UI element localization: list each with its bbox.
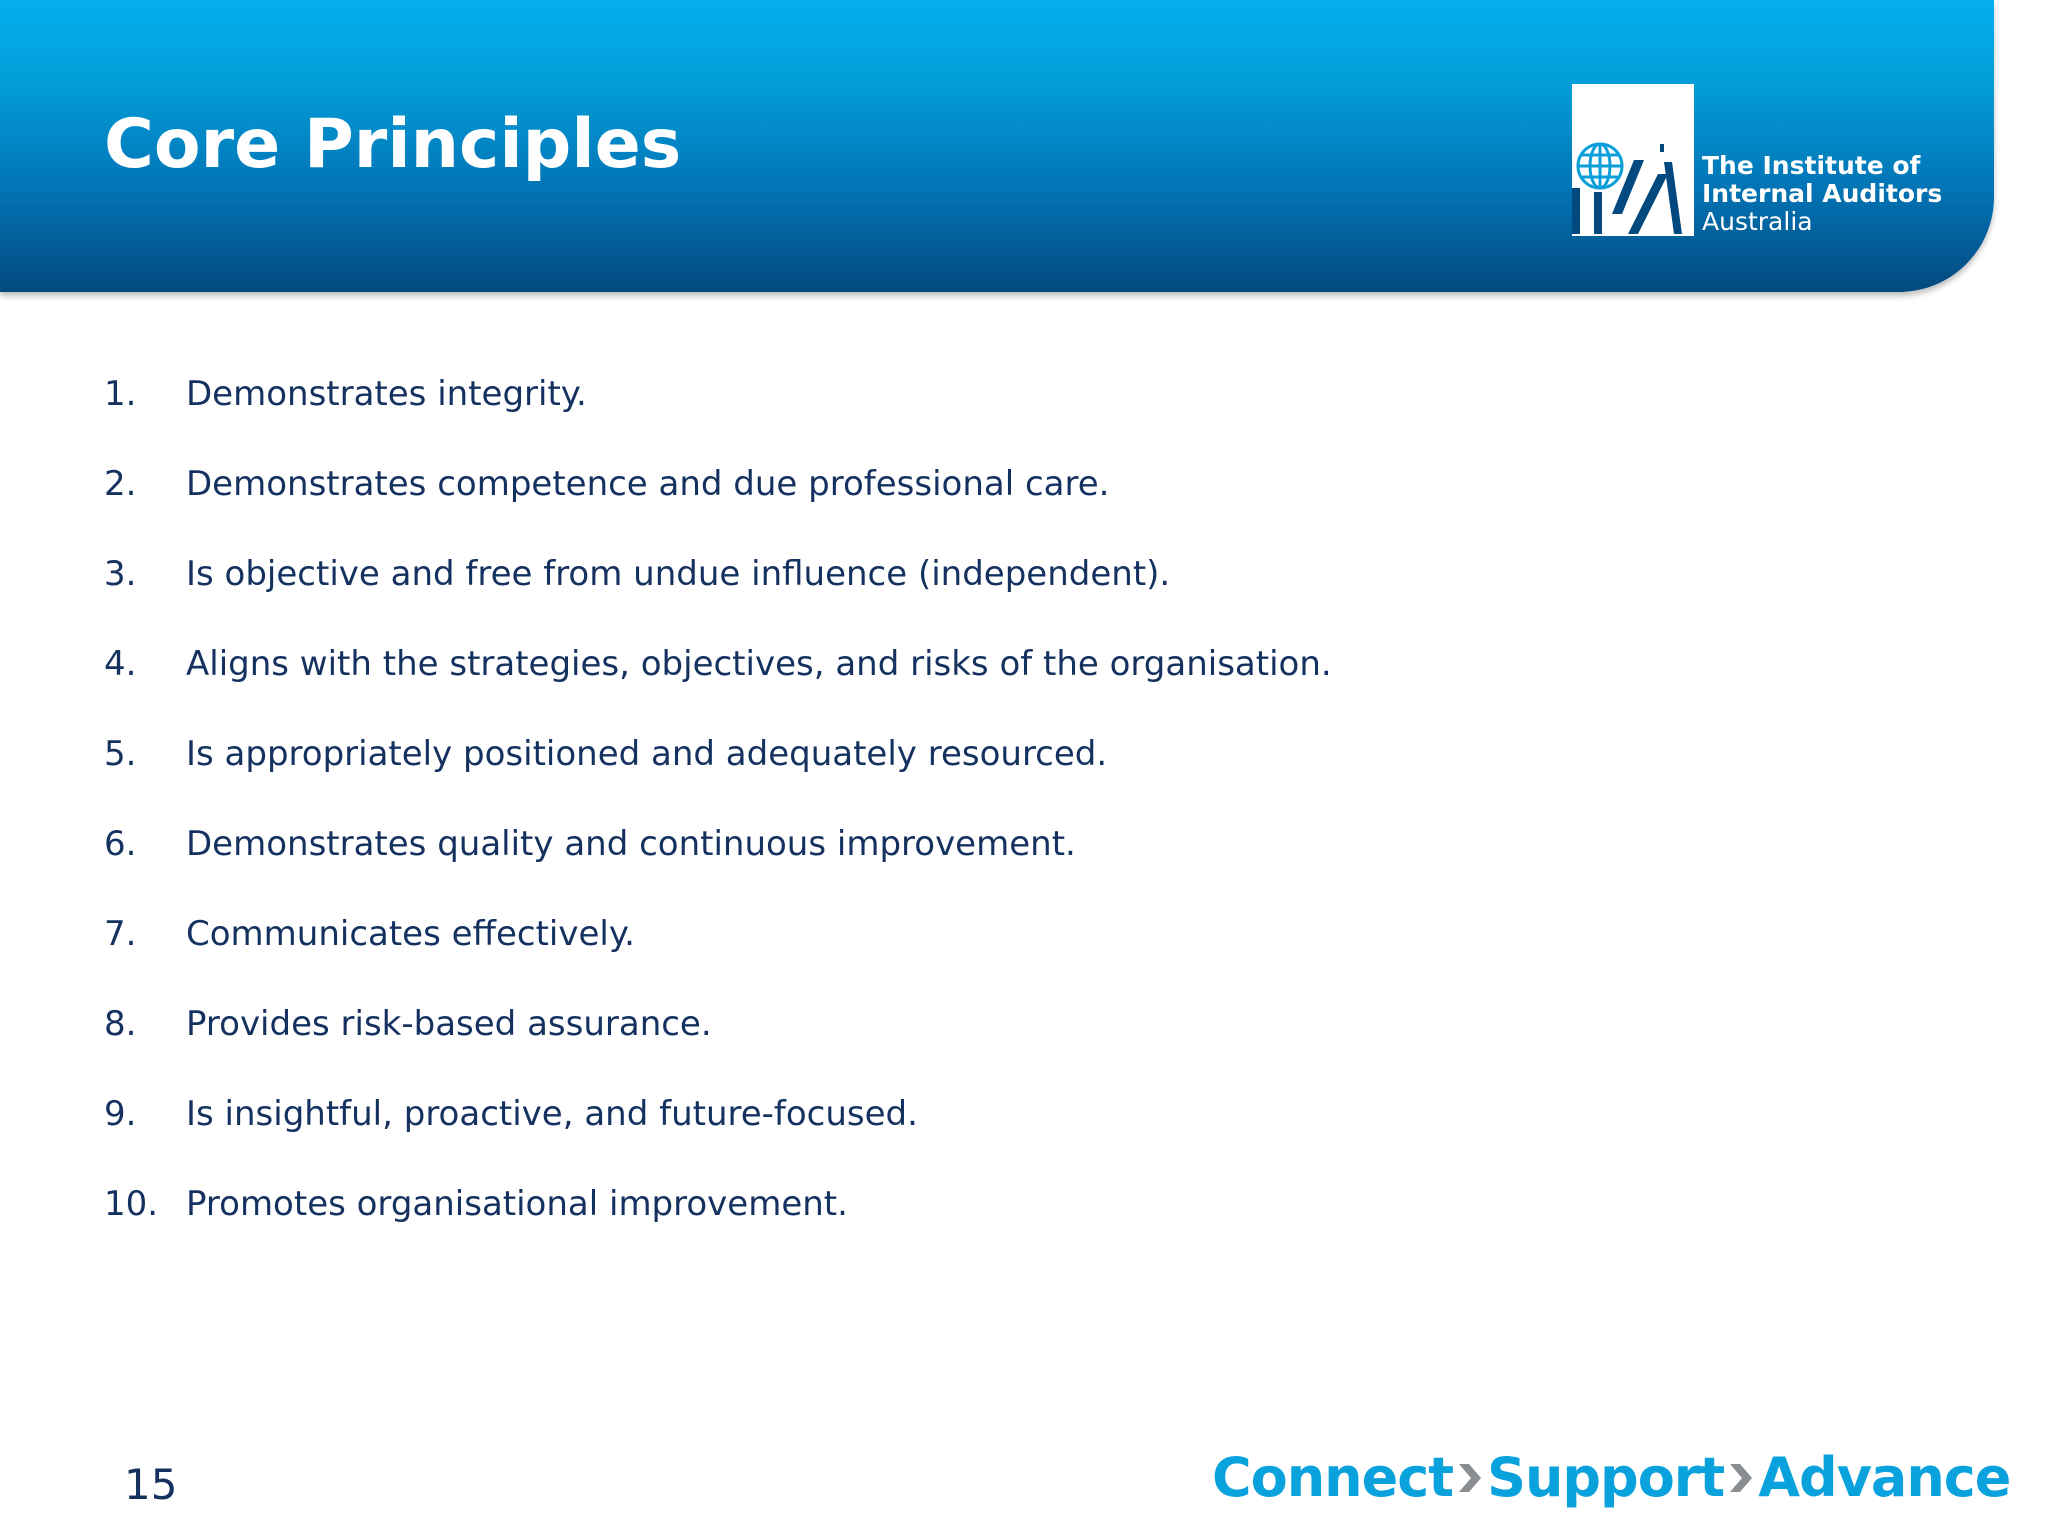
tagline-support: Support [1487, 1446, 1725, 1509]
slide-header [0, 0, 1994, 292]
list-item-text: Is insightful, proactive, and future-focused. [186, 1094, 918, 1134]
iia-globe-logo-icon [1572, 84, 1694, 236]
list-item-number: 10. [104, 1184, 159, 1224]
list-item-number: 1. [104, 374, 137, 414]
logo-line-3: Australia [1702, 207, 1813, 236]
list-item-number: 6. [104, 824, 137, 864]
list-item [104, 1000, 1332, 1090]
list-item [104, 640, 1332, 730]
list-item-text: Communicates effectively. [186, 914, 635, 954]
list-item-text: Demonstrates competence and due professional care. [186, 464, 1110, 504]
list-item-number: 8. [104, 1004, 137, 1044]
iia-logo-text [1702, 152, 1942, 236]
tagline-advance: Advance [1758, 1446, 2011, 1509]
chevron-right-icon [1728, 1458, 1754, 1498]
list-item-text: Demonstrates integrity. [186, 374, 587, 414]
list-item [104, 730, 1332, 820]
list-item-number: 4. [104, 644, 137, 684]
list-item-text: Aligns with the strategies, objectives, and risks of the organisation. [186, 644, 1332, 684]
logo-line-1: The Institute of [1702, 151, 1921, 180]
list-item-text: Is appropriately positioned and adequately resourced. [186, 734, 1108, 774]
list-item [104, 370, 1332, 460]
list-item-number: 9. [104, 1094, 137, 1134]
list-item [104, 460, 1332, 550]
chevron-right-icon [1457, 1458, 1483, 1498]
list-item-number: 2. [104, 464, 137, 504]
list-item [104, 550, 1332, 640]
tagline [1212, 1446, 2010, 1510]
list-item [104, 1180, 1332, 1270]
page-number: 15 [124, 1460, 178, 1509]
list-item-text: Provides risk-based assurance. [186, 1004, 712, 1044]
list-item-text: Demonstrates quality and continuous improvement. [186, 824, 1076, 864]
slide-title: Core Principles [104, 105, 682, 184]
logo-line-2: Internal Auditors [1702, 179, 1943, 208]
list-item [104, 820, 1332, 910]
iia-logo [1572, 84, 1943, 236]
tagline-connect: Connect [1212, 1446, 1454, 1509]
core-principles-list [104, 370, 1332, 1270]
list-item-text: Is objective and free from undue influence (independent). [186, 554, 1171, 594]
list-item-number: 3. [104, 554, 137, 594]
list-item-number: 7. [104, 914, 137, 954]
list-item-number: 5. [104, 734, 137, 774]
list-item-text: Promotes organisational improvement. [186, 1184, 848, 1224]
list-item [104, 910, 1332, 1000]
list-item [104, 1090, 1332, 1180]
